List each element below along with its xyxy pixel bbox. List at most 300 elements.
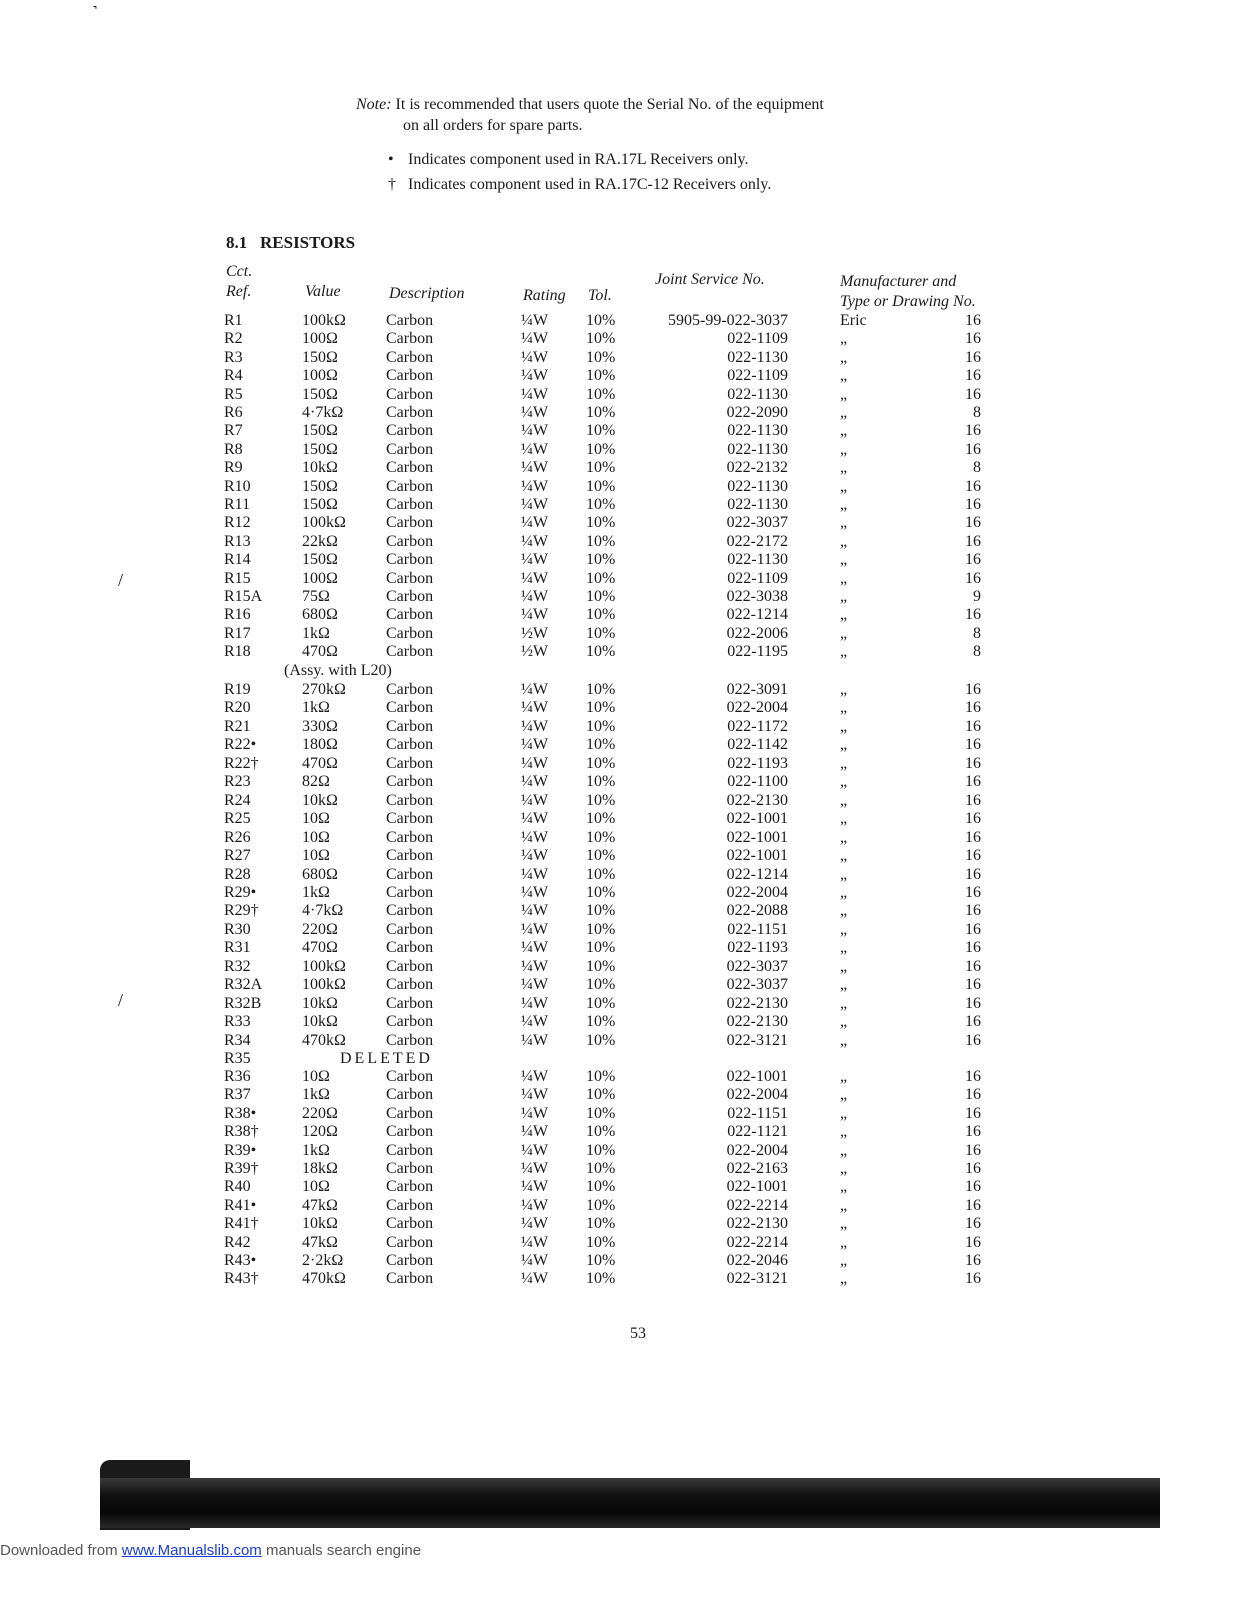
cell-tol: 10% xyxy=(586,957,616,975)
cell-desc: Carbon xyxy=(386,920,434,938)
table-row xyxy=(0,921,1237,940)
table-row xyxy=(0,1142,1237,1161)
cell-mfr: „ xyxy=(840,1215,848,1233)
cell-rating: ¼W xyxy=(521,773,549,791)
cell-value: 10Ω xyxy=(302,1178,330,1196)
cell-value: 150Ω xyxy=(302,440,338,458)
table-row xyxy=(0,699,1237,718)
cell-tol: 10% xyxy=(586,477,616,495)
cell-value: 150Ω xyxy=(302,551,338,569)
cell-jsn: 022-1100 xyxy=(727,773,788,791)
cell-ref: R41• xyxy=(224,1196,257,1214)
legend-item xyxy=(388,151,749,169)
cell-value: 180Ω xyxy=(302,736,338,754)
cell-dwg: 16 xyxy=(965,496,981,513)
cell-desc: Carbon xyxy=(386,551,434,569)
cell-rating: ¼W xyxy=(521,994,549,1012)
cell-ref: R12 xyxy=(224,514,251,532)
cell-dwg: 8 xyxy=(973,643,981,661)
cell-dwg: 16 xyxy=(965,1123,981,1141)
cell-tol: 10% xyxy=(586,514,616,532)
cell-value: 120Ω xyxy=(302,1123,338,1141)
table-row xyxy=(0,551,1237,570)
cell-rating: ¼W xyxy=(521,865,549,883)
cell-jsn: 022-1151 xyxy=(727,920,788,938)
cell-mfr: „ xyxy=(840,865,848,883)
cell-value: 470kΩ xyxy=(302,1031,346,1049)
cell-jsn: 022-2130 xyxy=(726,1215,788,1233)
cell-ref: R22† xyxy=(224,754,259,772)
cell-ref: R40 xyxy=(224,1178,251,1196)
cell-mfr: „ xyxy=(840,440,848,458)
table-row xyxy=(0,902,1237,921)
cell-dwg: 16 xyxy=(965,1141,981,1159)
cell-rating: ¼W xyxy=(521,367,549,385)
cell-jsn: 022-2004 xyxy=(726,699,788,717)
cell-rating: ¼W xyxy=(521,459,549,477)
legend-text: Indicates component used in RA.17C-12 Receivers only. xyxy=(408,176,772,193)
scan-mark: / xyxy=(118,570,124,590)
cell-tol: 10% xyxy=(586,976,616,994)
cell-mfr: „ xyxy=(840,459,848,477)
cell-rating: ¼W xyxy=(521,1215,549,1233)
cell-mfr: „ xyxy=(840,1104,848,1122)
cell-ref: R32B xyxy=(224,994,262,1012)
cell-tol: 10% xyxy=(586,883,616,901)
cell-ref: R39† xyxy=(224,1160,259,1177)
cell-mfr: „ xyxy=(840,681,848,698)
cell-value: 10kΩ xyxy=(302,791,338,809)
cell-desc: Carbon xyxy=(386,994,434,1012)
cell-jsn: 022-2088 xyxy=(726,902,788,920)
cell-jsn: 022-1130 xyxy=(727,440,788,458)
cell-tol: 10% xyxy=(586,1270,616,1288)
header-tol: Tol. xyxy=(588,287,612,304)
cell-ref: R33 xyxy=(224,1013,251,1031)
table-row xyxy=(0,533,1237,552)
cell-rating: ¼W xyxy=(521,477,549,495)
cell-ref: R29† xyxy=(224,902,259,920)
cell-rating: ½W xyxy=(521,624,549,642)
cell-jsn: 022-2004 xyxy=(726,1141,788,1159)
cell-value: 4·7kΩ xyxy=(302,902,344,920)
cell-ref: R15 xyxy=(224,569,251,587)
cell-desc: Carbon xyxy=(386,865,434,883)
cell-ref: R11 xyxy=(224,496,251,513)
cell-mfr: „ xyxy=(840,367,848,385)
note-label: Note: xyxy=(356,96,392,113)
cell-ref: R31 xyxy=(224,939,251,957)
cell-jsn: 022-1001 xyxy=(726,810,788,828)
cell-rating: ¼W xyxy=(521,1031,549,1049)
cell-rating: ¼W xyxy=(521,828,549,846)
cell-ref: R35 xyxy=(224,1050,251,1067)
table-row xyxy=(0,478,1237,497)
cell-mfr: „ xyxy=(840,1086,848,1104)
cell-rating: ¼W xyxy=(521,1141,549,1159)
cell-desc: Carbon xyxy=(386,330,434,348)
cell-dwg: 16 xyxy=(965,514,981,532)
cell-rating: ¼W xyxy=(521,532,549,550)
table-row xyxy=(0,995,1237,1014)
cell-tol: 10% xyxy=(586,1104,616,1122)
cell-desc: Carbon xyxy=(386,404,434,421)
cell-tol: 10% xyxy=(586,1160,616,1177)
cell-tol: 10% xyxy=(586,754,616,772)
cell-desc: Carbon xyxy=(386,976,434,994)
cell-rating: ¼W xyxy=(521,754,549,772)
cell-ref: R38• xyxy=(224,1104,257,1122)
header-manufacturer xyxy=(840,272,976,312)
cell-rating: ¼W xyxy=(521,976,549,994)
cell-ref: R36 xyxy=(224,1068,251,1085)
cell-value: 470kΩ xyxy=(302,1270,346,1288)
cell-mfr: „ xyxy=(840,754,848,772)
cell-mfr: „ xyxy=(840,976,848,994)
table-row xyxy=(0,958,1237,977)
cell-dwg: 16 xyxy=(965,699,981,717)
cell-desc: Carbon xyxy=(386,1178,434,1196)
cell-dwg: 16 xyxy=(965,1233,981,1251)
cell-ref: R24 xyxy=(224,791,251,809)
cell-desc: Carbon xyxy=(386,1252,434,1269)
cell-desc: Carbon xyxy=(386,828,434,846)
cell-rating: ¼W xyxy=(521,404,549,421)
cell-dwg: 16 xyxy=(965,994,981,1012)
cell-tol: 10% xyxy=(586,569,616,587)
table-row xyxy=(0,939,1237,958)
deleted-label: DELETED xyxy=(340,1050,433,1067)
cell-dwg: 16 xyxy=(965,312,981,329)
cell-mfr: „ xyxy=(840,1141,848,1159)
cell-desc: Carbon xyxy=(386,459,434,477)
cell-ref: R32 xyxy=(224,957,251,975)
cell-mfr: „ xyxy=(840,1196,848,1214)
cell-jsn: 022-1130 xyxy=(727,477,788,495)
cell-desc: Carbon xyxy=(386,569,434,587)
cell-ref: R19 xyxy=(224,681,251,698)
cell-rating: ¼W xyxy=(521,883,549,901)
cell-desc: Carbon xyxy=(386,717,434,735)
cell-desc: Carbon xyxy=(386,791,434,809)
cell-jsn: 022-2130 xyxy=(726,791,788,809)
cell-rating: ¼W xyxy=(521,496,549,513)
table-row xyxy=(0,459,1237,478)
cell-rating: ¼W xyxy=(521,330,549,348)
cell-ref: R29• xyxy=(224,883,257,901)
cell-jsn: 022-2163 xyxy=(726,1160,788,1177)
assy-note: (Assy. with L20) xyxy=(284,662,392,679)
cell-mfr: „ xyxy=(840,496,848,513)
cell-dwg: 16 xyxy=(965,1178,981,1196)
cell-rating: ¼W xyxy=(521,1104,549,1122)
cell-ref: R14 xyxy=(224,551,251,569)
cell-rating: ¼W xyxy=(521,1160,549,1177)
cell-value: 1kΩ xyxy=(302,624,330,642)
cell-ref: R23 xyxy=(224,773,251,791)
cell-mfr: „ xyxy=(840,957,848,975)
footer-link[interactable]: www.Manualslib.com xyxy=(121,1542,262,1559)
cell-desc: Carbon xyxy=(386,1233,434,1251)
cell-ref: R25 xyxy=(224,810,251,828)
cell-rating: ¼W xyxy=(521,791,549,809)
cell-dwg: 8 xyxy=(973,404,981,421)
cell-mfr: „ xyxy=(840,1270,848,1288)
cell-ref: R5 xyxy=(224,385,243,403)
cell-desc: Carbon xyxy=(386,348,434,366)
cell-jsn: 022-2172 xyxy=(726,532,788,550)
cell-dwg: 16 xyxy=(965,1031,981,1049)
cell-ref: R15A xyxy=(224,588,263,605)
cell-desc: Carbon xyxy=(386,1196,434,1214)
cell-dwg: 16 xyxy=(965,976,981,994)
cell-mfr: „ xyxy=(840,422,848,440)
cell-desc: Carbon xyxy=(386,1013,434,1031)
cell-ref: R9 xyxy=(224,459,243,477)
cell-dwg: 16 xyxy=(965,920,981,938)
cell-value: 1kΩ xyxy=(302,1141,330,1159)
cell-dwg: 16 xyxy=(965,865,981,883)
cell-value: 470Ω xyxy=(302,643,338,661)
cell-dwg: 16 xyxy=(965,477,981,495)
cell-value: 10kΩ xyxy=(302,1013,338,1031)
cell-desc: Carbon xyxy=(386,847,434,865)
cell-desc: Carbon xyxy=(386,957,434,975)
header-cct-ref xyxy=(226,262,252,302)
header-mfr-line-1: Manufacturer and xyxy=(840,273,957,290)
cell-dwg: 16 xyxy=(965,736,981,754)
table-row xyxy=(0,1197,1237,1216)
cell-mfr: „ xyxy=(840,847,848,865)
table-row xyxy=(0,606,1237,625)
cell-ref: R30 xyxy=(224,920,251,938)
cell-desc: Carbon xyxy=(386,939,434,957)
cell-mfr: „ xyxy=(840,532,848,550)
cell-rating: ¼W xyxy=(521,736,549,754)
cell-jsn: 022-2090 xyxy=(726,404,788,421)
cell-value: 82Ω xyxy=(302,773,330,791)
cell-dwg: 16 xyxy=(965,551,981,569)
cell-dwg: 16 xyxy=(965,348,981,366)
cell-value: 470Ω xyxy=(302,754,338,772)
note-block xyxy=(356,94,824,136)
cell-mfr: „ xyxy=(840,699,848,717)
cell-mfr: „ xyxy=(840,717,848,735)
cell-tol: 10% xyxy=(586,810,616,828)
cell-desc: Carbon xyxy=(386,1104,434,1122)
cell-value: 10kΩ xyxy=(302,994,338,1012)
cell-mfr: „ xyxy=(840,791,848,809)
cell-tol: 10% xyxy=(586,348,616,366)
cell-jsn: 022-1121 xyxy=(727,1123,788,1141)
table-row-deleted xyxy=(0,1050,1237,1069)
cell-dwg: 16 xyxy=(965,681,981,698)
cell-tol: 10% xyxy=(586,496,616,513)
cell-rating: ½W xyxy=(521,643,549,661)
cell-mfr: „ xyxy=(840,828,848,846)
cell-desc: Carbon xyxy=(386,754,434,772)
cell-desc: Carbon xyxy=(386,1160,434,1177)
cell-rating: ¼W xyxy=(521,422,549,440)
cell-tol: 10% xyxy=(586,422,616,440)
cell-desc: Carbon xyxy=(386,1141,434,1159)
cell-dwg: 16 xyxy=(965,1196,981,1214)
cell-desc: Carbon xyxy=(386,883,434,901)
cell-desc: Carbon xyxy=(386,588,434,605)
cell-jsn: 022-1001 xyxy=(726,847,788,865)
cell-dwg: 16 xyxy=(965,883,981,901)
cell-dwg: 16 xyxy=(965,330,981,348)
cell-rating: ¼W xyxy=(521,1233,549,1251)
cell-tol: 10% xyxy=(586,588,616,605)
cell-desc: Carbon xyxy=(386,643,434,661)
cell-ref: R4 xyxy=(224,367,243,385)
table-row xyxy=(0,496,1237,515)
cell-rating: ¼W xyxy=(521,939,549,957)
cell-tol: 10% xyxy=(586,994,616,1012)
cell-ref: R37 xyxy=(224,1086,251,1104)
cell-desc: Carbon xyxy=(386,606,434,624)
cell-value: 10Ω xyxy=(302,1068,330,1085)
cell-ref: R27 xyxy=(224,847,251,865)
scan-mark: ˺ xyxy=(92,2,98,22)
cell-mfr: „ xyxy=(840,404,848,421)
cell-dwg: 16 xyxy=(965,1013,981,1031)
table-row xyxy=(0,386,1237,405)
cell-value: 150Ω xyxy=(302,477,338,495)
scan-shadow xyxy=(100,1478,1160,1528)
cell-jsn: 022-3038 xyxy=(726,588,788,605)
cell-mfr: „ xyxy=(840,551,848,569)
cell-value: 100kΩ xyxy=(302,957,346,975)
cell-jsn: 022-2046 xyxy=(726,1252,788,1269)
section-title: RESISTORS xyxy=(260,233,356,252)
cell-tol: 10% xyxy=(586,717,616,735)
cell-dwg: 16 xyxy=(965,1104,981,1122)
cell-dwg: 16 xyxy=(965,810,981,828)
cell-dwg: 16 xyxy=(965,422,981,440)
cell-mfr: „ xyxy=(840,1160,848,1177)
cell-rating: ¼W xyxy=(521,385,549,403)
cell-tol: 10% xyxy=(586,1196,616,1214)
header-jsn: Joint Service No. xyxy=(655,271,765,288)
cell-desc: Carbon xyxy=(386,367,434,385)
cell-tol: 10% xyxy=(586,1215,616,1233)
cell-desc: Carbon xyxy=(386,736,434,754)
cell-jsn: 022-2132 xyxy=(726,459,788,477)
table-row xyxy=(0,773,1237,792)
cell-ref: R21 xyxy=(224,717,251,735)
cell-ref: R13 xyxy=(224,532,251,550)
cell-jsn: 022-1193 xyxy=(727,939,788,957)
cell-jsn: 022-1109 xyxy=(727,367,788,385)
cell-rating: ¼W xyxy=(521,920,549,938)
footer-prefix: Downloaded from xyxy=(0,1542,118,1559)
cell-tol: 10% xyxy=(586,828,616,846)
cell-value: 22kΩ xyxy=(302,532,338,550)
table-row xyxy=(0,514,1237,533)
cell-tol: 10% xyxy=(586,1178,616,1196)
cell-mfr: „ xyxy=(840,624,848,642)
cell-dwg: 16 xyxy=(965,367,981,385)
table-row xyxy=(0,312,1237,331)
cell-mfr: „ xyxy=(840,477,848,495)
cell-dwg: 16 xyxy=(965,791,981,809)
cell-value: 220Ω xyxy=(302,1104,338,1122)
cell-value: 220Ω xyxy=(302,920,338,938)
cell-value: 2·2kΩ xyxy=(302,1252,344,1269)
cell-rating: ¼W xyxy=(521,1086,549,1104)
cell-ref: R1 xyxy=(224,312,243,329)
cell-dwg: 8 xyxy=(973,459,981,477)
cell-desc: Carbon xyxy=(386,1123,434,1141)
legend-item xyxy=(388,176,771,194)
table-row xyxy=(0,976,1237,995)
table-row xyxy=(0,367,1237,386)
cell-dwg: 16 xyxy=(965,1252,981,1269)
cell-jsn: 022-1214 xyxy=(726,606,788,624)
cell-jsn: 022-2130 xyxy=(726,1013,788,1031)
cell-mfr: „ xyxy=(840,330,848,348)
cell-dwg: 8 xyxy=(973,624,981,642)
table-row xyxy=(0,625,1237,644)
cell-mfr: „ xyxy=(840,939,848,957)
cell-desc: Carbon xyxy=(386,810,434,828)
cell-mfr: „ xyxy=(840,810,848,828)
cell-dwg: 16 xyxy=(965,717,981,735)
table-row xyxy=(0,1215,1237,1234)
table-row xyxy=(0,1013,1237,1032)
cell-value: 47kΩ xyxy=(302,1196,338,1214)
cell-mfr: „ xyxy=(840,348,848,366)
cell-mfr: „ xyxy=(840,1233,848,1251)
table-row xyxy=(0,349,1237,368)
cell-rating: ¼W xyxy=(521,1196,549,1214)
cell-tol: 10% xyxy=(586,440,616,458)
cell-desc: Carbon xyxy=(386,1031,434,1049)
cell-ref: R7 xyxy=(224,422,243,440)
cell-jsn: 022-3121 xyxy=(726,1031,788,1049)
cell-rating: ¼W xyxy=(521,957,549,975)
cell-jsn: 022-1151 xyxy=(727,1104,788,1122)
cell-desc: Carbon xyxy=(386,1215,434,1233)
cell-ref: R17 xyxy=(224,624,251,642)
cell-tol: 10% xyxy=(586,1013,616,1031)
cell-tol: 10% xyxy=(586,847,616,865)
cell-value: 10kΩ xyxy=(302,459,338,477)
section-number: 8.1 xyxy=(226,233,248,252)
cell-rating: ¼W xyxy=(521,1123,549,1141)
cell-jsn: 022-1001 xyxy=(726,1068,788,1085)
cell-desc: Carbon xyxy=(386,1270,434,1288)
table-row xyxy=(0,736,1237,755)
cell-value: 100kΩ xyxy=(302,514,346,532)
cell-dwg: 16 xyxy=(965,606,981,624)
cell-mfr: Eric xyxy=(840,312,867,329)
cell-tol: 10% xyxy=(586,939,616,957)
cell-mfr: „ xyxy=(840,514,848,532)
cell-value: 1kΩ xyxy=(302,699,330,717)
cell-tol: 10% xyxy=(586,312,616,329)
cell-mfr: „ xyxy=(840,994,848,1012)
cell-tol: 10% xyxy=(586,459,616,477)
cell-desc: Carbon xyxy=(386,440,434,458)
cell-jsn: 022-3037 xyxy=(726,976,788,994)
cell-value: 680Ω xyxy=(302,865,338,883)
cell-mfr: „ xyxy=(840,569,848,587)
header-ref: Ref. xyxy=(226,283,252,300)
cell-value: 270kΩ xyxy=(302,681,346,698)
